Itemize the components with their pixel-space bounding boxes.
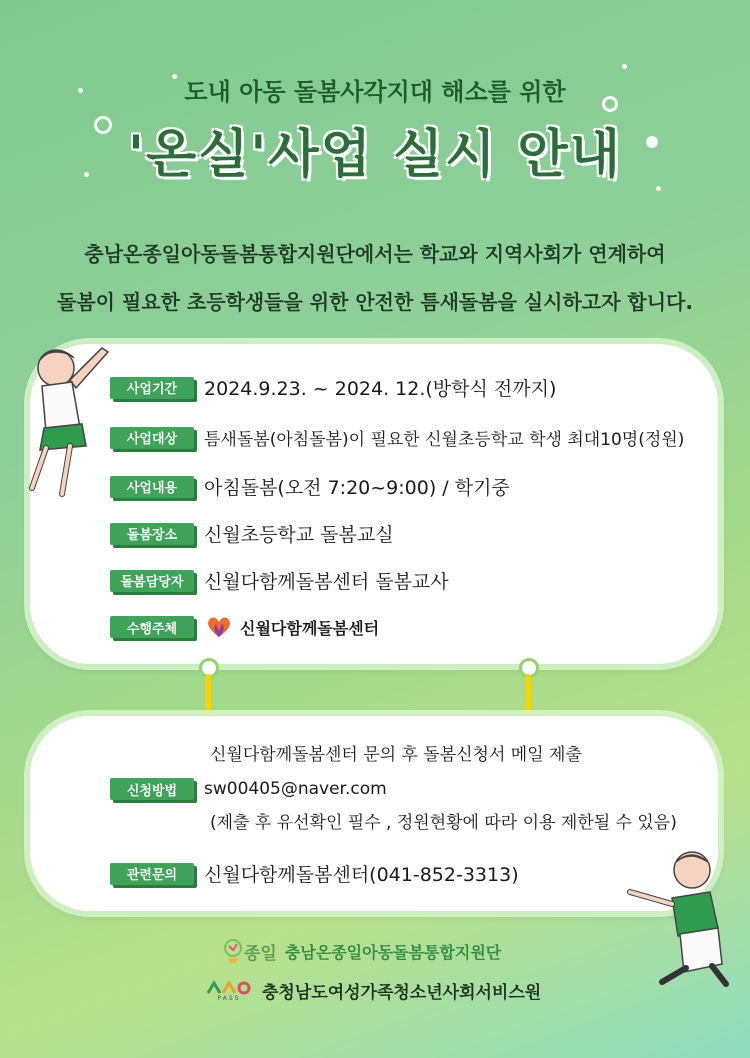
content-badge: 사업내용 [110, 476, 194, 498]
org1-logo-icon [222, 938, 244, 964]
content-value: 아침돌봄(오전 7:20~9:00) / 학기중 [204, 477, 510, 499]
target-badge: 사업대상 [110, 427, 194, 449]
manager-badge: 돌봄담당자 [110, 570, 194, 592]
connector-bar [205, 674, 211, 718]
org2-logo-sub: PASS [217, 995, 241, 1002]
footer-org-1 [222, 938, 501, 964]
period-value: 2024.9.23. ~ 2024. 12.(방학식 전까지) [204, 378, 557, 400]
heart-logo-icon [204, 615, 234, 639]
decor-dot [622, 64, 627, 69]
apply-method-badge: 신청방법 [110, 778, 194, 800]
child-illustration-left [10, 338, 120, 508]
info-row-period [110, 374, 556, 401]
info-row-manager [110, 567, 449, 594]
info-row-operator [110, 615, 379, 639]
apply-instruction: 신월다함께돌봄센터 문의 후 돌봄신청서 메일 제출 [210, 745, 582, 765]
page-title: '온실'사업 실시 안내 [128, 125, 622, 185]
intro-line-2: 돌봄이 필요한 초등학생들을 위한 안전한 틈새돌봄을 실시하고자 합니다. [57, 290, 693, 314]
apply-note: (제출 후 유선확인 필수 , 정원현황에 따라 이용 제한될 수 있음) [210, 813, 677, 833]
child-illustration-right [622, 846, 734, 996]
info-row-location [110, 520, 394, 547]
org1-logo-text: 종일 [244, 943, 277, 964]
contact-value: 신월다함께돌봄센터(041-852-3313) [204, 864, 519, 886]
period-badge: 사업기간 [110, 377, 194, 399]
footer-org-2 [206, 978, 541, 1003]
org1-name: 충남온종일아동돌봄통합지원단 [284, 942, 502, 962]
apply-method-row [110, 778, 387, 800]
contact-badge: 관련문의 [110, 863, 194, 885]
operator-badge: 수행주체 [110, 616, 194, 638]
subtitle: 도내 아동 돌봄사각지대 해소를 위한 [184, 78, 566, 106]
intro-line-1: 충남온종일아동돌봄통합지원단에서는 학교와 지역사회가 연계하여 [84, 242, 666, 266]
apply-email: sw00405@naver.com [204, 779, 387, 799]
operator-value: 신월다함께돌봄센터 [240, 618, 380, 638]
target-value: 틈새돌봄(아침돌봄)이 필요한 신월초등학교 학생 최대10명(정원) [204, 430, 685, 450]
org2-name: 충청남도여성가족청소년사회서비스원 [262, 983, 542, 1003]
location-badge: 돌봄장소 [110, 523, 194, 545]
contact-row [110, 860, 519, 887]
org2-logo-icon [206, 979, 252, 995]
info-row-content [110, 473, 510, 500]
info-row-target [110, 425, 684, 450]
manager-value: 신월다함께돌봄센터 돌봄교사 [204, 571, 449, 593]
location-value: 신월초등학교 돌봄교실 [204, 524, 394, 546]
connector-bar [525, 674, 531, 718]
